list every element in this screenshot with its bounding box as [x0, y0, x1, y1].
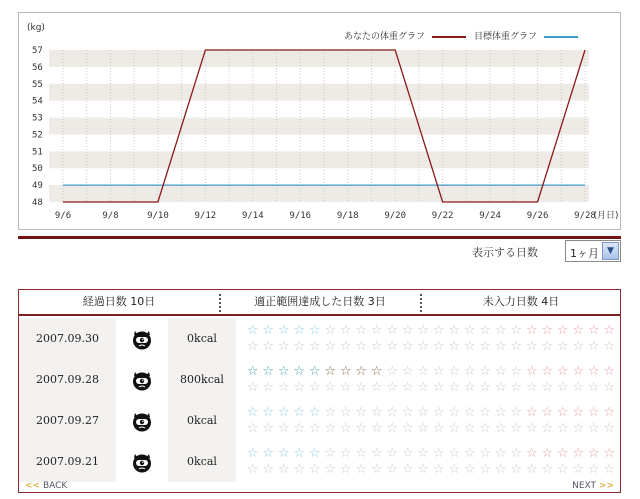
star-icon: ☆: [525, 421, 538, 436]
star-icon: ☆: [417, 446, 430, 461]
star-icon: ☆: [308, 364, 321, 379]
star-icon: ☆: [479, 405, 492, 420]
star-icon: ☆: [572, 380, 585, 395]
x-tick-label: 9/8: [102, 211, 119, 221]
star-icon: ☆: [262, 323, 275, 338]
star-icon: ☆: [587, 462, 600, 477]
display-range-value: 1ヶ月: [570, 247, 599, 260]
record-date: 2007.09.27: [19, 400, 116, 441]
star-icon: ☆: [277, 421, 290, 436]
star-icon: ☆: [246, 446, 259, 461]
record-kcal: 0kcal: [168, 318, 236, 359]
section-divider: [18, 236, 621, 239]
star-icon: ☆: [417, 323, 430, 338]
star-icon: ☆: [587, 380, 600, 395]
star-icon: ☆: [308, 421, 321, 436]
star-icon: ☆: [587, 364, 600, 379]
star-icon: ☆: [494, 380, 507, 395]
star-icon: ☆: [339, 462, 352, 477]
star-icon: ☆: [572, 446, 585, 461]
star-icon: ☆: [277, 462, 290, 477]
legend-target-weight-swatch: [544, 36, 578, 38]
star-icon: ☆: [525, 405, 538, 420]
star-icon: ☆: [525, 364, 538, 379]
star-icon: ☆: [463, 323, 476, 338]
star-icon: ☆: [386, 446, 399, 461]
star-icon: ☆: [324, 323, 337, 338]
chevron-down-icon[interactable]: ▼: [602, 242, 619, 260]
star-icon: ☆: [386, 323, 399, 338]
star-icon: ☆: [401, 405, 414, 420]
star-icon: ☆: [556, 405, 569, 420]
star-icon: ☆: [277, 323, 290, 338]
mood-face-icon: [116, 441, 168, 482]
y-tick-label: 57: [32, 46, 43, 56]
star-icon: ☆: [463, 364, 476, 379]
star-icon: ☆: [277, 405, 290, 420]
star-icon: ☆: [262, 446, 275, 461]
star-icon: ☆: [541, 405, 554, 420]
legend-my-weight: [344, 29, 466, 42]
star-line: [245, 380, 617, 396]
star-icon: ☆: [308, 323, 321, 338]
grid-band: [49, 151, 589, 168]
star-icon: ☆: [479, 446, 492, 461]
star-icon: ☆: [355, 380, 368, 395]
star-icon: ☆: [308, 339, 321, 354]
star-icon: ☆: [525, 462, 538, 477]
star-icon: ☆: [386, 462, 399, 477]
star-rating: [245, 405, 617, 437]
legend-my-weight-label: あなたの体重グラフ: [344, 32, 426, 42]
x-axis-suffix-label: (月日): [593, 211, 619, 221]
star-line: [245, 421, 617, 437]
star-icon: ☆: [494, 339, 507, 354]
star-icon: ☆: [324, 421, 337, 436]
star-icon: ☆: [417, 421, 430, 436]
star-icon: ☆: [417, 364, 430, 379]
star-icon: ☆: [293, 462, 306, 477]
star-icon: ☆: [308, 380, 321, 395]
star-icon: ☆: [603, 446, 616, 461]
star-icon: ☆: [262, 339, 275, 354]
star-icon: ☆: [401, 462, 414, 477]
star-icon: ☆: [479, 380, 492, 395]
star-icon: ☆: [572, 339, 585, 354]
record-date: 2007.09.30: [19, 318, 116, 359]
next-link-label: NEXT: [572, 481, 597, 491]
star-icon: ☆: [603, 380, 616, 395]
star-icon: ☆: [556, 380, 569, 395]
star-icon: ☆: [541, 446, 554, 461]
star-icon: ☆: [355, 405, 368, 420]
star-icon: ☆: [293, 364, 306, 379]
table-row: [19, 318, 620, 359]
star-icon: ☆: [262, 405, 275, 420]
star-icon: ☆: [324, 405, 337, 420]
star-icon: ☆: [603, 405, 616, 420]
star-icon: ☆: [541, 380, 554, 395]
star-icon: ☆: [463, 446, 476, 461]
star-icon: ☆: [246, 462, 259, 477]
star-icon: ☆: [556, 421, 569, 436]
star-icon: ☆: [386, 339, 399, 354]
star-icon: ☆: [572, 364, 585, 379]
star-icon: ☆: [572, 462, 585, 477]
x-tick-label: 9/16: [289, 211, 312, 221]
star-icon: ☆: [479, 364, 492, 379]
star-icon: ☆: [463, 339, 476, 354]
y-tick-label: 56: [32, 62, 43, 73]
star-icon: ☆: [541, 364, 554, 379]
summary-elapsed-days: 経過日数 10日: [82, 295, 156, 308]
star-icon: ☆: [556, 323, 569, 338]
star-icon: ☆: [370, 421, 383, 436]
display-range-select[interactable]: [565, 240, 621, 262]
star-icon: ☆: [246, 421, 259, 436]
star-icon: ☆: [262, 462, 275, 477]
y-tick-label: 48: [32, 198, 43, 208]
star-icon: ☆: [479, 339, 492, 354]
x-tick-label: 9/24: [479, 211, 501, 221]
star-icon: ☆: [293, 339, 306, 354]
star-icon: ☆: [510, 380, 523, 395]
star-icon: ☆: [386, 364, 399, 379]
star-icon: ☆: [463, 421, 476, 436]
star-icon: ☆: [401, 364, 414, 379]
star-icon: ☆: [386, 421, 399, 436]
mood-face-icon: [116, 318, 168, 359]
star-rating: [245, 446, 617, 478]
star-icon: ☆: [587, 405, 600, 420]
star-icon: ☆: [339, 405, 352, 420]
star-icon: ☆: [370, 462, 383, 477]
x-tick-label: 9/18: [336, 211, 359, 221]
star-icon: ☆: [603, 323, 616, 338]
star-icon: ☆: [417, 339, 430, 354]
summary-row: [19, 290, 620, 316]
y-axis-unit-label: (kg): [27, 23, 45, 33]
x-tick-label: 9/26: [526, 211, 549, 221]
star-icon: ☆: [262, 380, 275, 395]
star-icon: ☆: [463, 380, 476, 395]
star-icon: ☆: [386, 380, 399, 395]
star-icon: ☆: [339, 380, 352, 395]
star-icon: ☆: [541, 339, 554, 354]
star-icon: ☆: [494, 405, 507, 420]
star-icon: ☆: [355, 446, 368, 461]
star-icon: ☆: [541, 462, 554, 477]
star-icon: ☆: [293, 380, 306, 395]
y-tick-label: 49: [32, 181, 43, 192]
star-icon: ☆: [370, 380, 383, 395]
star-line: [245, 339, 617, 355]
star-icon: ☆: [572, 421, 585, 436]
star-icon: ☆: [479, 462, 492, 477]
star-icon: ☆: [293, 405, 306, 420]
star-icon: ☆: [556, 339, 569, 354]
star-line: [245, 446, 617, 462]
back-link-label: BACK: [42, 481, 68, 491]
star-icon: ☆: [448, 421, 461, 436]
y-tick-label: 55: [32, 79, 43, 90]
star-icon: ☆: [401, 421, 414, 436]
record-table: [18, 289, 621, 493]
star-icon: ☆: [339, 339, 352, 354]
legend-my-weight-swatch: [432, 36, 466, 38]
star-icon: ☆: [293, 421, 306, 436]
star-icon: ☆: [556, 364, 569, 379]
star-icon: ☆: [525, 380, 538, 395]
record-kcal: 0kcal: [168, 441, 236, 482]
back-link[interactable]: [25, 481, 67, 491]
weight-chart-panel: [18, 12, 621, 230]
star-icon: ☆: [308, 462, 321, 477]
star-icon: ☆: [417, 405, 430, 420]
x-tick-label: 9/6: [54, 211, 72, 221]
grid-band: [49, 118, 589, 135]
star-line: [245, 364, 617, 380]
star-icon: ☆: [277, 380, 290, 395]
star-icon: ☆: [417, 380, 430, 395]
star-icon: ☆: [463, 462, 476, 477]
star-icon: ☆: [277, 364, 290, 379]
star-icon: ☆: [510, 446, 523, 461]
table-row: [19, 441, 620, 482]
y-tick-label: 51: [32, 147, 43, 158]
double-chevron-left-icon: <<: [25, 481, 41, 491]
star-icon: ☆: [510, 339, 523, 354]
star-icon: ☆: [324, 380, 337, 395]
star-icon: ☆: [448, 405, 461, 420]
star-icon: ☆: [494, 323, 507, 338]
star-icon: ☆: [494, 446, 507, 461]
star-icon: ☆: [324, 339, 337, 354]
star-icon: ☆: [448, 380, 461, 395]
star-icon: ☆: [479, 421, 492, 436]
star-rating: [245, 323, 617, 355]
grid-band: [49, 185, 589, 202]
star-icon: ☆: [572, 405, 585, 420]
star-icon: ☆: [587, 446, 600, 461]
star-icon: ☆: [448, 323, 461, 338]
x-tick-label: 9/28: [574, 211, 596, 221]
star-icon: ☆: [603, 364, 616, 379]
star-line: [245, 405, 617, 421]
star-line: [245, 323, 617, 339]
star-icon: ☆: [525, 323, 538, 338]
grid-band: [49, 50, 589, 67]
star-icon: ☆: [541, 323, 554, 338]
star-icon: ☆: [246, 380, 259, 395]
y-tick-label: 52: [32, 130, 43, 141]
star-icon: ☆: [246, 323, 259, 338]
table-row: [19, 400, 620, 441]
star-icon: ☆: [448, 446, 461, 461]
star-rating: [245, 364, 617, 396]
star-icon: ☆: [510, 421, 523, 436]
star-icon: ☆: [277, 446, 290, 461]
star-icon: ☆: [432, 364, 445, 379]
star-icon: ☆: [525, 339, 538, 354]
star-icon: ☆: [355, 323, 368, 338]
star-icon: ☆: [355, 339, 368, 354]
star-icon: ☆: [432, 339, 445, 354]
star-icon: ☆: [370, 339, 383, 354]
x-tick-label: 9/12: [194, 211, 217, 221]
star-icon: ☆: [355, 462, 368, 477]
legend-target-weight-label: 目標体重グラフ: [474, 32, 538, 42]
star-icon: ☆: [370, 446, 383, 461]
star-icon: ☆: [308, 446, 321, 461]
grid-band: [49, 84, 589, 101]
record-date: 2007.09.21: [19, 441, 116, 482]
star-icon: ☆: [370, 405, 383, 420]
star-icon: ☆: [572, 323, 585, 338]
mood-face-icon: [116, 400, 168, 441]
star-icon: ☆: [510, 364, 523, 379]
star-icon: ☆: [339, 323, 352, 338]
star-icon: ☆: [556, 462, 569, 477]
star-line: [245, 462, 617, 478]
star-icon: ☆: [448, 364, 461, 379]
star-icon: ☆: [448, 462, 461, 477]
double-chevron-right-icon: >>: [598, 481, 614, 491]
star-icon: ☆: [603, 462, 616, 477]
star-icon: ☆: [401, 380, 414, 395]
star-icon: ☆: [603, 421, 616, 436]
star-icon: ☆: [587, 339, 600, 354]
star-icon: ☆: [525, 446, 538, 461]
star-icon: ☆: [417, 462, 430, 477]
legend-target-weight: [474, 29, 578, 42]
star-icon: ☆: [246, 339, 259, 354]
y-tick-label: 53: [32, 113, 43, 124]
star-icon: ☆: [277, 339, 290, 354]
summary-not-entered-days: 未入力日数 4日: [482, 295, 560, 308]
star-icon: ☆: [587, 421, 600, 436]
summary-achieved-days: 適正範囲達成した日数 3日: [254, 295, 386, 308]
star-icon: ☆: [401, 339, 414, 354]
next-link[interactable]: [572, 481, 614, 491]
star-icon: ☆: [494, 421, 507, 436]
star-icon: ☆: [293, 446, 306, 461]
star-icon: ☆: [262, 421, 275, 436]
y-tick-label: 50: [32, 164, 43, 175]
star-icon: ☆: [556, 446, 569, 461]
star-icon: ☆: [386, 405, 399, 420]
y-tick-label: 54: [32, 96, 43, 107]
star-icon: ☆: [448, 339, 461, 354]
star-icon: ☆: [324, 462, 337, 477]
display-days-label: 表示する日数: [472, 246, 538, 259]
star-icon: ☆: [432, 405, 445, 420]
star-icon: ☆: [246, 405, 259, 420]
record-kcal: 800kcal: [168, 359, 236, 400]
x-tick-label: 9/20: [384, 211, 407, 221]
star-icon: ☆: [339, 421, 352, 436]
weight-line-chart: [19, 13, 622, 231]
star-icon: ☆: [401, 323, 414, 338]
star-icon: ☆: [339, 364, 352, 379]
star-icon: ☆: [370, 364, 383, 379]
star-icon: ☆: [262, 364, 275, 379]
star-icon: ☆: [432, 462, 445, 477]
table-row: [19, 359, 620, 400]
star-icon: ☆: [293, 323, 306, 338]
star-icon: ☆: [370, 323, 383, 338]
star-icon: ☆: [494, 462, 507, 477]
star-icon: ☆: [339, 446, 352, 461]
x-tick-label: 9/14: [241, 211, 264, 221]
star-icon: ☆: [355, 421, 368, 436]
star-icon: ☆: [479, 323, 492, 338]
star-icon: ☆: [401, 446, 414, 461]
star-icon: ☆: [541, 421, 554, 436]
star-icon: ☆: [510, 405, 523, 420]
star-icon: ☆: [324, 364, 337, 379]
record-date: 2007.09.28: [19, 359, 116, 400]
star-icon: ☆: [510, 462, 523, 477]
star-icon: ☆: [603, 339, 616, 354]
star-icon: ☆: [246, 364, 259, 379]
mood-face-icon: [116, 359, 168, 400]
star-icon: ☆: [308, 405, 321, 420]
star-icon: ☆: [587, 323, 600, 338]
star-icon: ☆: [355, 364, 368, 379]
star-icon: ☆: [510, 323, 523, 338]
star-icon: ☆: [324, 446, 337, 461]
star-icon: ☆: [432, 323, 445, 338]
x-tick-label: 9/10: [147, 211, 169, 221]
star-icon: ☆: [432, 380, 445, 395]
x-tick-label: 9/22: [431, 211, 454, 221]
star-icon: ☆: [432, 446, 445, 461]
star-icon: ☆: [463, 405, 476, 420]
star-icon: ☆: [432, 421, 445, 436]
record-kcal: 0kcal: [168, 400, 236, 441]
star-icon: ☆: [494, 364, 507, 379]
